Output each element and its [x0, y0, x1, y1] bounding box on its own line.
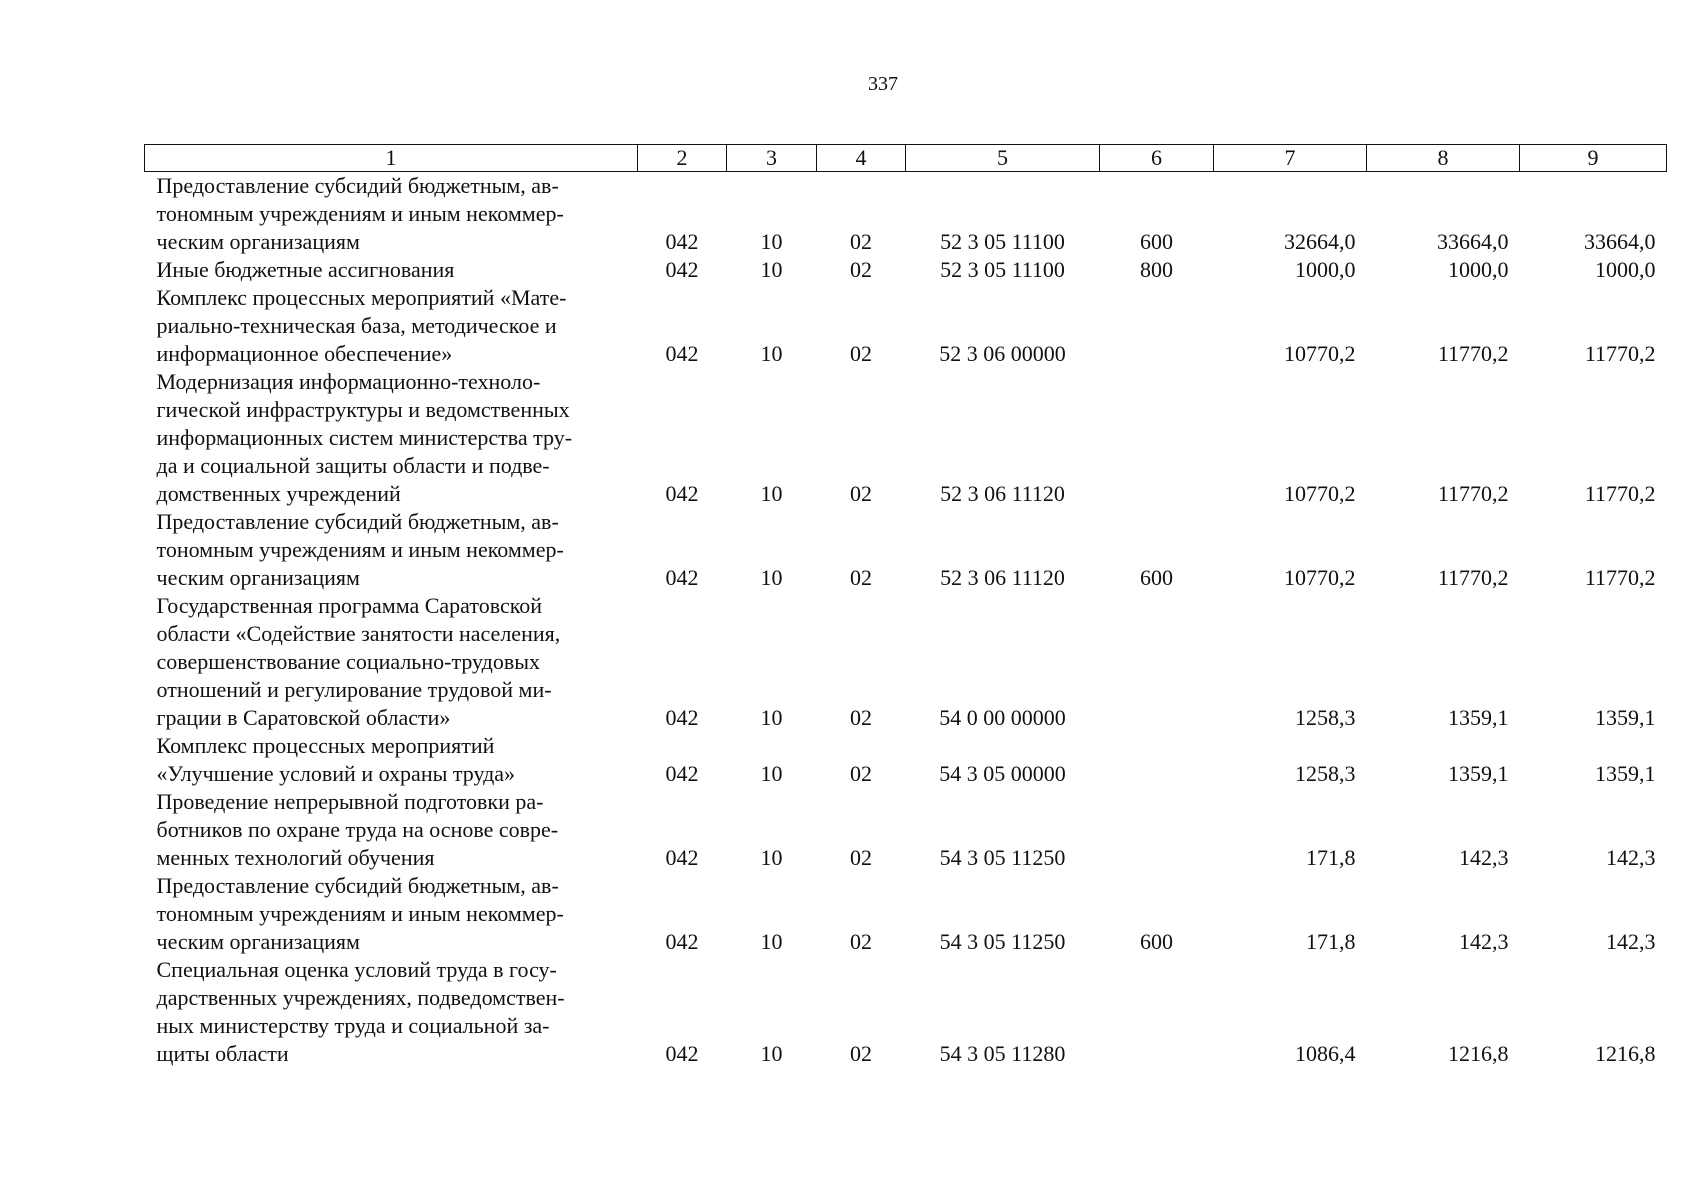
table-row: [145, 508, 1667, 592]
cell-amount-1: 1000,0: [1295, 257, 1356, 282]
cell-amount-2: 142,3: [1459, 845, 1509, 870]
cell-amount-1: 1258,3: [1295, 761, 1356, 786]
cell-ministry-code: 042: [665, 341, 699, 366]
cell-section: 10: [760, 1041, 783, 1066]
cell-expense-type: [1100, 788, 1214, 872]
row-description: Комплекс процессных мероприятий «Улучшение условий и охраны труда»: [156, 733, 516, 786]
cell-ministry-code: 042: [665, 845, 699, 870]
row-description: Иные бюджетные ассигнования: [156, 257, 455, 282]
cell-target-article: 52 3 06 11120: [940, 481, 1065, 506]
cell-amount-2: 11770,2: [1437, 341, 1509, 366]
cell-ministry-code: 042: [665, 229, 699, 254]
column-header: 9: [1520, 145, 1667, 172]
column-header: 6: [1100, 145, 1214, 172]
cell-ministry-code: 042: [665, 705, 699, 730]
cell-expense-type: [1100, 368, 1214, 508]
cell-subsection: 02: [850, 929, 872, 954]
row-description: Предоставление субсидий бюджетным, ав- тономным учреждениям и иным некоммер- ческим организациям: [156, 509, 564, 590]
budget-table: [144, 144, 1667, 1068]
cell-amount-3: 142,3: [1606, 845, 1656, 870]
cell-ministry-code: 042: [665, 257, 699, 282]
cell-amount-3: 1000,0: [1595, 257, 1656, 282]
column-header: 4: [817, 145, 906, 172]
cell-expense-type: 600: [1140, 565, 1173, 590]
table-row: [145, 592, 1667, 732]
cell-ministry-code: 042: [665, 565, 699, 590]
cell-ministry-code: 042: [665, 929, 699, 954]
cell-amount-1: 171,8: [1306, 845, 1356, 870]
cell-amount-3: 11770,2: [1584, 341, 1656, 366]
table-row: [145, 256, 1667, 284]
row-description: Модернизация информационно-техноло- гической инфраструктуры и ведомственных информационных систем министерства тру- да и социальной защиты области и подве- домственных учреждений: [156, 369, 573, 506]
table-row: [145, 788, 1667, 872]
cell-amount-2: 1359,1: [1448, 761, 1509, 786]
row-description: Предоставление субсидий бюджетным, ав- тономным учреждениям и иным некоммер- ческим организациям: [156, 873, 564, 954]
cell-target-article: 52 3 06 00000: [939, 341, 1066, 366]
cell-expense-type: 800: [1140, 257, 1173, 282]
cell-target-article: 54 0 00 00000: [939, 705, 1066, 730]
table-row: [145, 956, 1667, 1068]
cell-amount-2: 1216,8: [1448, 1041, 1509, 1066]
row-description: Комплекс процессных мероприятий «Мате- риально-техническая база, методическое и информационное обеспечение»: [156, 285, 567, 366]
cell-amount-3: 1359,1: [1595, 761, 1656, 786]
cell-expense-type: 600: [1140, 229, 1173, 254]
cell-amount-3: 142,3: [1606, 929, 1656, 954]
row-description: Предоставление субсидий бюджетным, ав- тономным учреждениям и иным некоммер- ческим организациям: [156, 173, 564, 254]
cell-section: 10: [760, 341, 783, 366]
cell-section: 10: [760, 565, 783, 590]
cell-amount-1: 10770,2: [1284, 565, 1356, 590]
cell-expense-type: [1100, 592, 1214, 732]
column-header: 1: [145, 145, 638, 172]
page-number: 337: [868, 73, 898, 95]
cell-expense-type: [1100, 732, 1214, 788]
cell-expense-type: [1100, 284, 1214, 368]
cell-amount-1: 10770,2: [1284, 481, 1356, 506]
cell-amount-2: 33664,0: [1437, 229, 1509, 254]
column-header: 8: [1367, 145, 1520, 172]
cell-section: 10: [760, 761, 783, 786]
cell-amount-2: 1000,0: [1448, 257, 1509, 282]
cell-amount-1: 1086,4: [1295, 1041, 1356, 1066]
cell-section: 10: [760, 257, 783, 282]
table-body: [145, 172, 1667, 1069]
cell-amount-3: 33664,0: [1584, 229, 1656, 254]
cell-amount-3: 1359,1: [1595, 705, 1656, 730]
cell-target-article: 54 3 05 11250: [939, 929, 1066, 954]
cell-amount-2: 142,3: [1459, 929, 1509, 954]
cell-amount-3: 11770,2: [1584, 481, 1656, 506]
cell-subsection: 02: [850, 257, 872, 282]
cell-target-article: 54 3 05 11280: [939, 1041, 1066, 1066]
cell-target-article: 52 3 06 11120: [940, 565, 1065, 590]
cell-ministry-code: 042: [665, 481, 699, 506]
cell-amount-3: 11770,2: [1584, 565, 1656, 590]
table-row: [145, 368, 1667, 508]
cell-target-article: 52 3 05 11100: [940, 257, 1065, 282]
cell-subsection: 02: [850, 229, 872, 254]
column-header: 2: [638, 145, 727, 172]
cell-section: 10: [760, 845, 783, 870]
cell-amount-2: 11770,2: [1437, 565, 1509, 590]
cell-amount-2: 11770,2: [1437, 481, 1509, 506]
cell-amount-1: 10770,2: [1284, 341, 1356, 366]
cell-amount-1: 171,8: [1306, 929, 1356, 954]
cell-target-article: 52 3 05 11100: [940, 229, 1065, 254]
cell-subsection: 02: [850, 481, 872, 506]
cell-amount-1: 32664,0: [1284, 229, 1356, 254]
cell-section: 10: [760, 929, 783, 954]
cell-target-article: 54 3 05 11250: [939, 845, 1066, 870]
table-row: [145, 872, 1667, 956]
cell-section: 10: [760, 705, 783, 730]
cell-subsection: 02: [850, 565, 872, 590]
cell-section: 10: [760, 229, 783, 254]
column-header: 3: [727, 145, 817, 172]
cell-expense-type: 600: [1140, 929, 1173, 954]
cell-ministry-code: 042: [665, 761, 699, 786]
table-header-row: [145, 145, 1667, 172]
row-description: Государственная программа Саратовской области «Содействие занятости населения, совершенствование социально-трудовых отношений и регулирование трудовой ми- грации в Саратовской области»: [156, 593, 561, 730]
cell-ministry-code: 042: [665, 1041, 699, 1066]
cell-subsection: 02: [850, 341, 872, 366]
cell-section: 10: [760, 481, 783, 506]
cell-subsection: 02: [850, 1041, 872, 1066]
row-description: Проведение непрерывной подготовки ра- ботников по охране труда на основе совре- менных технологий обучения: [156, 789, 559, 870]
cell-expense-type: [1100, 956, 1214, 1068]
cell-subsection: 02: [850, 761, 872, 786]
row-description: Специальная оценка условий труда в госу- дарственных учреждениях, подведомствен- ных министерству труда и социальной за- щиты области: [156, 957, 565, 1066]
column-header: 5: [906, 145, 1100, 172]
cell-amount-2: 1359,1: [1448, 705, 1509, 730]
table-row: [145, 732, 1667, 788]
cell-amount-3: 1216,8: [1595, 1041, 1656, 1066]
cell-amount-1: 1258,3: [1295, 705, 1356, 730]
table-row: [145, 284, 1667, 368]
cell-subsection: 02: [850, 845, 872, 870]
cell-subsection: 02: [850, 705, 872, 730]
cell-target-article: 54 3 05 00000: [939, 761, 1066, 786]
table-row: [145, 172, 1667, 257]
column-header: 7: [1214, 145, 1367, 172]
